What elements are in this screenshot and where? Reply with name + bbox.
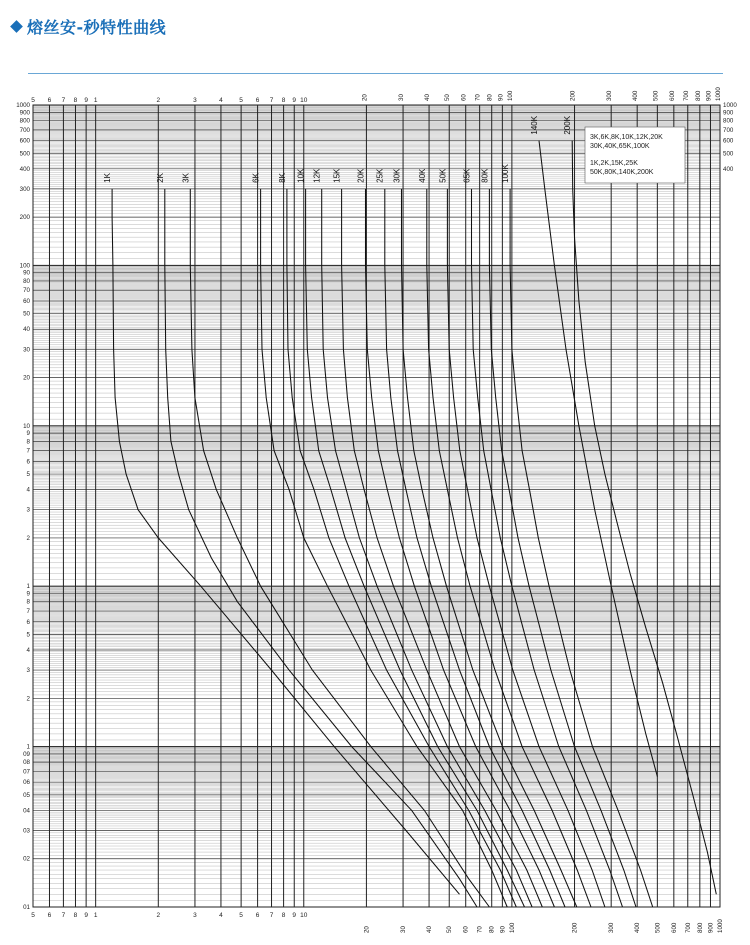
y-tick-label: 1 (26, 583, 30, 591)
y-tick-label: 09 (23, 750, 30, 758)
x-tick-label-bottom: 700 (684, 922, 692, 933)
y-tick-label: 30 (23, 346, 30, 354)
y-tick-label: 90 (23, 269, 30, 277)
x-tick-label-top: 90 (497, 94, 505, 101)
y-tick-label: 07 (23, 768, 30, 776)
x-tick-label-bottom: 30 (400, 926, 408, 933)
x-tick-label-top: 6 (47, 97, 52, 104)
curve-label-30k: 30K (392, 168, 402, 183)
x-tick-label-bottom: 9 (292, 912, 297, 919)
curve-label-200k: 200K (563, 115, 573, 135)
y-tick-label: 3 (26, 667, 30, 675)
y-tick-label: 8 (26, 438, 30, 446)
y-tick-label: 900 (19, 109, 30, 117)
y-tick-label: 200 (19, 214, 30, 222)
y-tick-label: 01 (23, 904, 30, 911)
y-tick-label: 20 (23, 374, 30, 382)
x-tick-label-top: 400 (632, 90, 640, 101)
x-tick-label-top: 20 (361, 94, 369, 101)
x-tick-label-top: 9 (292, 97, 297, 104)
x-tick-label-bottom: 9 (84, 912, 88, 919)
y-tick-label: 40 (23, 326, 30, 334)
legend-entry: 3K,6K,8K,10K,12K,20K (590, 134, 663, 141)
y-tick-label-right: 900 (723, 109, 734, 117)
curve-label-15k: 15K (332, 168, 342, 183)
x-tick-label-bottom: 6 (47, 912, 52, 919)
y-tick-label: 300 (19, 185, 30, 193)
curve-200k (572, 141, 716, 895)
y-tick-label: 60 (23, 297, 30, 305)
x-tick-label-top: 9 (84, 97, 88, 104)
y-tick-label: 8 (26, 598, 30, 606)
x-tick-label-top: 200 (569, 90, 577, 101)
x-tick-label-bottom: 100 (508, 922, 516, 933)
x-tick-label-bottom: 5 (239, 912, 243, 919)
legend-entry: 1K,2K,15K,25K (590, 160, 638, 167)
y-tick-label: 7 (26, 608, 30, 616)
x-tick-label-bottom: 2 (156, 912, 161, 919)
y-tick-label: 50 (23, 310, 30, 318)
x-tick-label-top: 700 (682, 90, 690, 101)
y-tick-label: 4 (26, 647, 30, 655)
page-title: 熔丝安-秒特性曲线 (27, 17, 167, 37)
curve-label-6k: 6K (251, 173, 261, 183)
x-tick-label-top: 5 (239, 97, 243, 104)
x-tick-label-bottom: 40 (426, 926, 434, 933)
curve-label-2k: 2K (155, 173, 165, 183)
x-tick-label-bottom: 7 (269, 912, 274, 919)
curve-label-1k: 1K (103, 173, 113, 183)
y-tick-label: 1 (26, 743, 30, 751)
x-tick-label-bottom: 8 (281, 912, 286, 919)
y-tick-label: 9 (26, 590, 30, 598)
x-tick-label-bottom: 400 (634, 922, 642, 933)
y-tick-label: 9 (26, 430, 30, 438)
y-tick-label: 700 (19, 126, 30, 134)
curve-140k (539, 141, 657, 777)
x-tick-label-top: 7 (61, 97, 66, 104)
y-tick-label: 5 (26, 471, 30, 479)
x-tick-label-top: 80 (486, 94, 494, 101)
y-tick-label: 400 (19, 165, 30, 173)
curve-label-100k: 100K (501, 164, 511, 183)
y-tick-label: 10 (23, 422, 30, 430)
legend-entry: 30K,40K,65K,100K (590, 143, 650, 150)
x-tick-label-top: 50 (444, 94, 452, 101)
curve-label-20k: 20K (356, 168, 366, 183)
y-tick-label: 5 (26, 631, 30, 639)
x-tick-label-bottom: 80 (488, 926, 496, 933)
curve-label-40k: 40K (417, 168, 427, 183)
y-tick-label: 70 (23, 287, 30, 295)
x-tick-label-top: 30 (398, 94, 406, 101)
x-tick-label-bottom: 6 (255, 912, 260, 919)
x-tick-label-top: 300 (606, 90, 614, 101)
y-tick-label: 4 (26, 486, 30, 494)
x-tick-label-top: 8 (73, 97, 78, 104)
y-tick-label: 800 (19, 117, 30, 125)
x-tick-label-top: 1 (93, 97, 98, 104)
x-tick-label-top: 60 (460, 94, 468, 101)
x-tick-label-top: 7 (269, 97, 274, 104)
x-tick-label-top: 6 (255, 97, 260, 104)
curve-label-25k: 25K (375, 168, 385, 183)
x-tick-label-bottom: 90 (499, 926, 507, 933)
y-tick-label-right: 500 (723, 150, 734, 158)
x-tick-label-bottom: 60 (462, 926, 470, 933)
x-tick-label-bottom: 200 (571, 922, 579, 933)
x-tick-label-top: 10 (300, 97, 308, 104)
y-tick-label: 04 (23, 807, 30, 815)
x-tick-label-bottom: 50 (446, 926, 454, 933)
x-tick-label-bottom: 20 (363, 926, 371, 933)
x-tick-label-bottom: 800 (696, 922, 704, 933)
y-tick-label-right: 800 (723, 117, 734, 125)
y-tick-label-right: 1000 (723, 102, 737, 109)
x-tick-label-top: 4 (219, 97, 223, 104)
x-tick-label-bottom: 1000 (717, 919, 724, 933)
x-tick-label-top: 70 (474, 94, 482, 101)
y-tick-label: 6 (26, 458, 30, 466)
x-tick-label-bottom: 600 (670, 922, 678, 933)
y-tick-label: 03 (23, 827, 30, 835)
x-tick-label-bottom: 500 (654, 922, 662, 933)
curve-label-140k: 140K (530, 115, 540, 135)
x-tick-label-top: 2 (156, 97, 161, 104)
x-tick-label-top: 8 (281, 97, 286, 104)
curve-label-50k: 50K (438, 168, 448, 183)
y-tick-label: 6 (26, 618, 30, 626)
x-tick-label-bottom: 7 (61, 912, 66, 919)
y-tick-label: 100 (19, 262, 30, 270)
x-tick-label-bottom: 10 (300, 912, 308, 919)
y-tick-label: 500 (19, 150, 30, 158)
x-tick-label-top: 100 (506, 90, 514, 101)
curve-label-10k: 10K (296, 168, 306, 183)
x-tick-label-top: 600 (668, 90, 676, 101)
y-tick-label: 08 (23, 759, 30, 767)
y-tick-label: 06 (23, 779, 30, 787)
legend-entry: 50K,80K,140K,200K (590, 169, 654, 176)
y-tick-label: 05 (23, 791, 30, 799)
x-tick-label-top: 1000 (715, 87, 722, 101)
x-tick-label-bottom: 70 (476, 926, 484, 933)
y-tick-label-right: 700 (723, 126, 734, 134)
y-tick-label-right: 400 (723, 165, 734, 173)
plot-frame (33, 105, 720, 907)
x-tick-label-bottom: 3 (193, 912, 197, 919)
y-tick-label: 02 (23, 855, 30, 863)
x-tick-label-bottom: 4 (219, 912, 223, 919)
x-tick-label-bottom: 8 (73, 912, 78, 919)
y-tick-label: 600 (19, 137, 30, 145)
curve-label-8k: 8K (277, 173, 287, 183)
y-tick-label: 1000 (16, 102, 30, 109)
x-tick-label-top: 900 (705, 90, 713, 101)
x-tick-label-top: 500 (652, 90, 660, 101)
x-tick-label-bottom: 1 (93, 912, 98, 919)
y-tick-label: 80 (23, 277, 30, 285)
y-tick-label: 3 (26, 506, 30, 514)
curve-label-65k: 65K (462, 168, 472, 183)
curve-label-12k: 12K (312, 168, 322, 183)
x-tick-label-bottom: 300 (608, 922, 616, 933)
y-tick-label: 7 (26, 447, 30, 455)
y-tick-label-right: 600 (723, 137, 734, 145)
x-tick-label-bottom: 5 (31, 912, 35, 919)
x-tick-label-top: 40 (424, 94, 432, 101)
curve-label-3k: 3K (181, 173, 191, 183)
x-tick-label-top: 800 (694, 90, 702, 101)
y-tick-label: 2 (26, 695, 30, 703)
x-tick-label-top: 3 (193, 97, 197, 104)
x-tick-label-top: 5 (31, 97, 35, 104)
x-tick-label-bottom: 900 (707, 922, 715, 933)
y-tick-label: 2 (26, 534, 30, 542)
curve-label-80k: 80K (480, 168, 490, 183)
